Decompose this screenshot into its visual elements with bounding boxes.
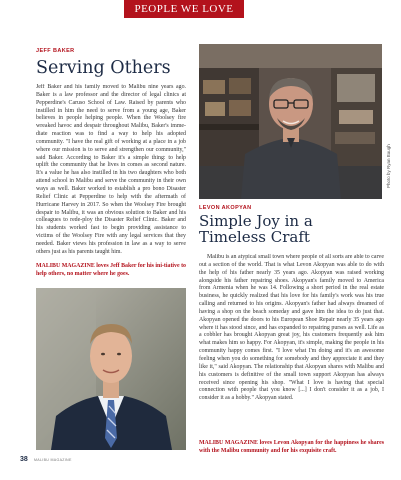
right-headline-line-2: Timeless Craft (199, 227, 310, 246)
page-number: 38 (20, 456, 28, 463)
levon-akopyan-photo (199, 44, 382, 199)
left-closing: MALIBU MAGAZINE loves Jeff Baker for his ini-tiative to help others, no matter where he goes. (36, 263, 186, 277)
right-body: Malibu is an atypical small town where people of all sorts are able to carve out a section of the world. That is what Levon Akopyan was able to do with the help of his father nearly 35 years ago. Akopyan was raised working alongside his father repairing shoes. Akopyan's family moved to America from Armenia when he was 14. Following a short period in the real estate business, he quickly realized that his love for his family's work was his true calling and returned to his origins. Akopyan's father had always dreamed of having a shop on the beach someday and gave him the idea to do just that. Akopyan opened the doors to his European Shoe Repair nearly 35 years ago where it has stood since, and has expanded to repairing purses as well. Life as a cobbler has brought Akopyan great joy, his customers frequently ask him what makes him so happy. For Akopyan, it's simple, making the people in his community happy comes first. "I love what I'm doing and it's an awesome feeling when you do something for somebody and they appreciate it and they like it," said Akopyan. The relationship that Akopyan shares with Malibu and his customers is definitive of the small town support Akopyan has always received since opening his shop. "What I love is having that special connection with people that you know [...] I don't consider it as a job, I consider it as a hobby." Akopyan stated. (199, 254, 384, 402)
right-closing: MALIBU MAGAZINE loves Levon Akopyan for the happiness he shares with the Malibu community and for his exquisite craft. (199, 440, 384, 454)
section-banner: PEOPLE WE LOVE (124, 0, 244, 18)
photo-credit: Photo by Ryan Baugh (386, 144, 391, 188)
left-kicker: JEFF BAKER (36, 48, 75, 54)
right-kicker: LEVON AKOPYAN (199, 205, 252, 211)
right-headline-line-1: Simple Joy in a (199, 212, 313, 230)
footer-publication: MALIBU MAGAZINE (34, 458, 72, 462)
right-headline (199, 214, 313, 246)
left-body: Jeff Baker and his family moved to Malibu nine years ago. Baker is a law professor and the director of legal clinics at Pepperdine's Caruso School of Law. Raised by parents who instilled in him the need to serve from a young age, Baker believes in people helping people. When the Woolsey fire wreaked havoc and despair throughout Malibu, Baker's imme-diate reaction was to find a way to help his adopted community. "I have the real gift of working at a place in a job where our mission is to serve and strengthen our community," said Baker. According to Baker it's a simple thing: to help uplift the community that he lives in comes as second nature. It's a value he has also instilled in his two daughters who both attend school in Malibu and serve the community in their own ways as well. Baker worked to establish a pro bono Disaster Relief Clinic at Pepperdine to help with the aftermath of Hurricane Harvey in 2017. So when the Woolsey Fire brought despair to Malibu, it was an obvious solution to Baker and his colleagues to rede-ploy the Disaster Relief Clinic. Baker and his students worked fast to begin providing assistance to victims of the Woolsey Fire with any legal services that they needed. Baker views his profession in law as a way to serve others just as his parents taught him. (36, 84, 186, 255)
jeff-baker-photo (36, 288, 186, 450)
left-headline: Serving Others (36, 58, 171, 78)
